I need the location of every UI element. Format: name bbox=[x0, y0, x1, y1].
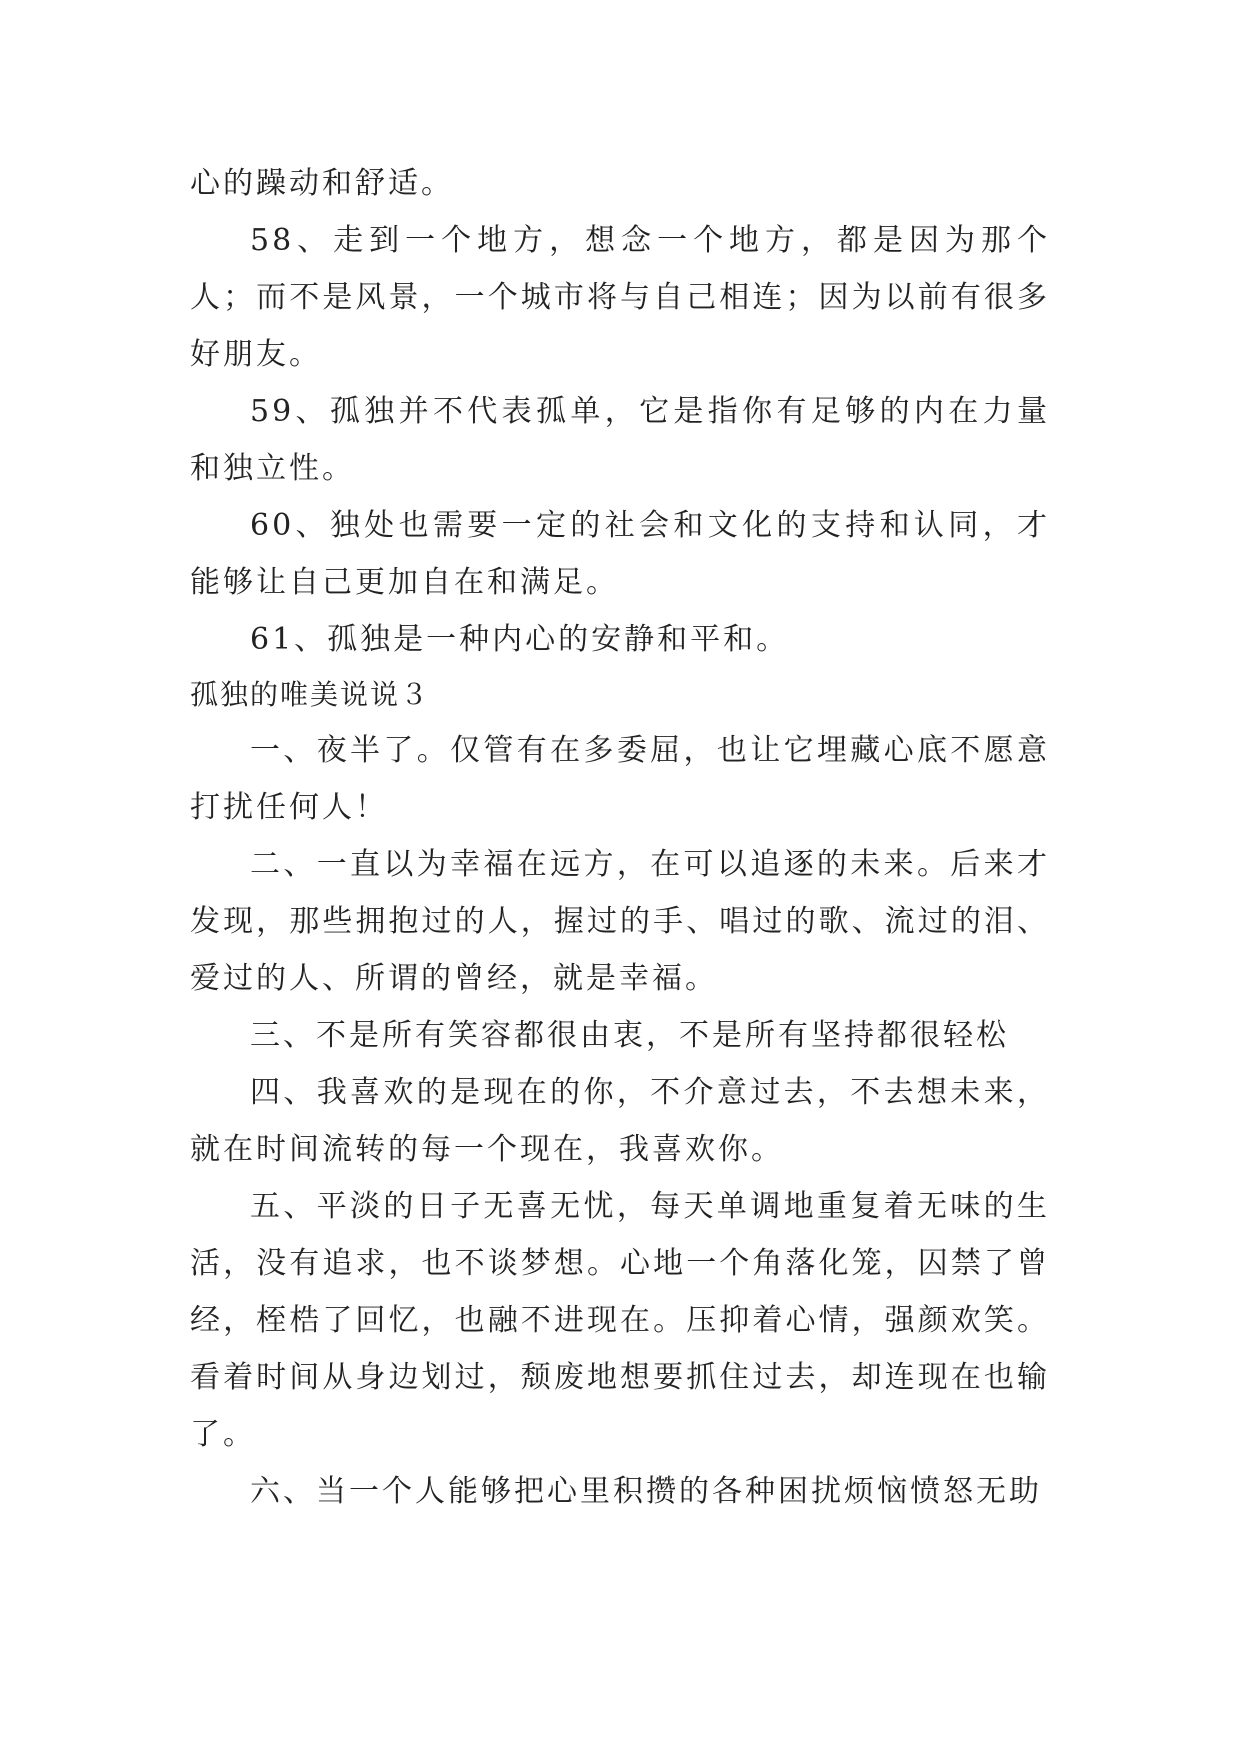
paragraph-60: 60、独处也需要一定的社会和文化的支持和认同，才能够让自己更加自在和满足。 bbox=[190, 508, 1050, 600]
paragraph-58: 58、走到一个地方，想念一个地方，都是因为那个人；而不是风景，一个城市将与自己相连；因为以前有很多好朋友。 bbox=[190, 223, 1050, 372]
paragraph-item-3: 三、不是所有笑容都很由衷，不是所有坚持都很轻松 bbox=[250, 1018, 1009, 1053]
paragraph-item-2: 二、一直以为幸福在远方，在可以追逐的未来。后来才发现，那些拥抱过的人，握过的手、唱过的歌、流过的泪、爱过的人、所谓的曾经，就是幸福。 bbox=[190, 847, 1050, 996]
paragraph-item-1: 一、夜半了。仅管有在多委屈，也让它埋藏心底不愿意打扰任何人！ bbox=[190, 733, 1050, 825]
document-body bbox=[190, 155, 1050, 1520]
paragraph-item-5: 五、平淡的日子无喜无忧，每天单调地重复着无味的生活，没有追求，也不谈梦想。心地一个角落化笼，囚禁了曾经，桎梏了回忆，也融不进现在。压抑着心情，强颜欢笑。看着时间从身边划过，颓废地想要抓住过去，却连现在也输了。 bbox=[190, 1189, 1050, 1452]
paragraph-59: 59、孤独并不代表孤单，它是指你有足够的内在力量和独立性。 bbox=[190, 394, 1050, 486]
paragraph-item-6: 六、当一个人能够把心里积攒的各种困扰烦恼愤怒无助 bbox=[250, 1474, 1042, 1509]
paragraph-item-4: 四、我喜欢的是现在的你，不介意过去，不去想未来，就在时间流转的每一个现在，我喜欢你。 bbox=[190, 1075, 1050, 1167]
paragraph-61: 61、孤独是一种内心的安静和平和。 bbox=[250, 622, 790, 657]
paragraph-continuation: 心的躁动和舒适。 bbox=[190, 166, 454, 201]
section-title: 孤独的唯美说说３ bbox=[190, 678, 431, 711]
